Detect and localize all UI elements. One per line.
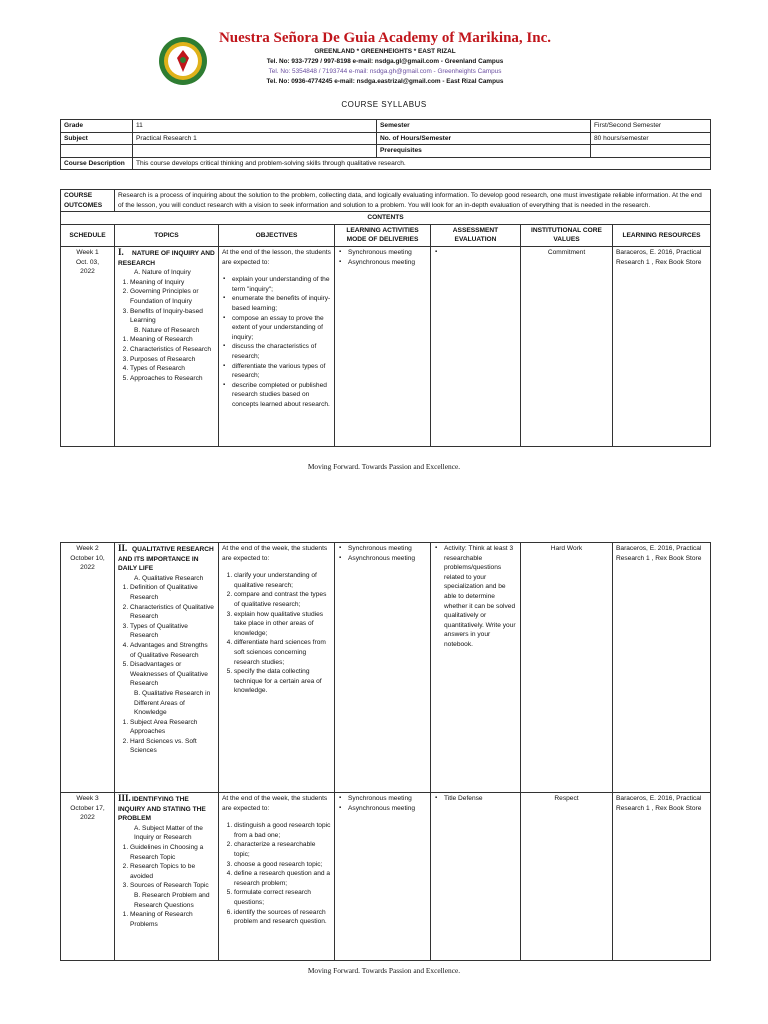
list-item: ▪ Asynchronous meeting (348, 554, 427, 564)
list-item: 5. Disadvantages or Weaknesses of Qualitative Research (130, 660, 215, 689)
list-item: ▪ differentiate the various types of research; (232, 362, 331, 381)
subtopic-list (118, 335, 215, 383)
assessment-list (434, 794, 517, 804)
resources-cell: Baraceros, E. 2016, Practical Research 1 , Rex Book Store (613, 793, 711, 961)
subject-value: Practical Research 1 (133, 132, 377, 145)
list-item: ▪ Synchronous meeting (348, 544, 427, 554)
assessment-cell (431, 246, 521, 446)
contents-heading: CONTENTS (61, 212, 711, 225)
list-item: 2. Governing Principles or Foundation of Inquiry (130, 287, 215, 306)
school-seal-icon (158, 36, 208, 86)
assessment-cell (431, 793, 521, 961)
list-item: 3. Benefits of Inquiry-based Learning (130, 307, 215, 326)
contact-greenland: Tel. No: 933-7729 / 997-8198 e-mail: nsdga.gl@gmail.com - Greenland Campus (266, 58, 504, 65)
list-item: 2. Characteristics of Qualitative Research (130, 603, 215, 622)
subtopic-list (118, 843, 215, 891)
list-item: 2. Research Topics to be avoided (130, 862, 215, 881)
col-schedule: SCHEDULE (61, 224, 115, 246)
objectives-intro: At the end of the lesson, the students are expected to: (222, 248, 331, 266)
schedule-cell: Week 2 October 10, 2022 (61, 543, 115, 793)
list-item: 1. Definition of Qualitative Research (130, 583, 215, 602)
core-value-cell: Commitment (521, 246, 613, 446)
grade-value: 11 (133, 120, 377, 133)
list-item: 5. specify the data collecting technique for a certain area of knowledge. (234, 667, 331, 696)
document-title: COURSE SYLLABUS (341, 100, 427, 109)
topics-cell (115, 543, 219, 793)
core-value-cell: Respect (521, 793, 613, 961)
subtopic-heading: A. Qualitative Research (134, 574, 204, 582)
list-item: ▪ compose an essay to prove the extent of your understanding of inquiry; (232, 314, 331, 343)
topic-number: III. (118, 793, 131, 803)
list-item: 1. Meaning of Inquiry (130, 278, 215, 288)
schedule-cell: Week 3 October 17, 2022 (61, 793, 115, 961)
list-item: 2. Characteristics of Research (130, 345, 215, 355)
activities-cell (335, 543, 431, 793)
activities-cell (335, 246, 431, 446)
list-item: 4. Types of Research (130, 364, 215, 374)
col-objectives: OBJECTIVES (219, 224, 335, 246)
activities-list (338, 248, 427, 267)
school-name: Nuestra Señora De Guia Academy of Marikina, Inc. (218, 30, 552, 46)
topics-cell (115, 246, 219, 446)
list-item: ▪ Title Defense (444, 794, 517, 804)
assessment-cell (431, 543, 521, 793)
list-item: 2. compare and contrast the types of qualitative research; (234, 590, 331, 609)
list-item: 1. Meaning of Research (130, 335, 215, 345)
objectives-cell (219, 793, 335, 961)
topics-cell (115, 793, 219, 961)
contact-greenheights: Tel. No: 5354848 / 7193744 e-mail: nsdga.gh@gmail.com - Greenheights Campus (268, 68, 502, 75)
list-item: ▪ Synchronous meeting (348, 794, 427, 804)
objectives-list (222, 821, 331, 927)
table-row (61, 246, 711, 446)
list-item: 3. Purposes of Research (130, 355, 215, 365)
hours-label: No. of Hours/Semester (377, 132, 591, 145)
subject-label: Subject (61, 132, 133, 145)
semester-label: Semester (377, 120, 591, 133)
objectives-cell (219, 543, 335, 793)
syllabus-table-2 (60, 542, 711, 961)
col-activities: LEARNING ACTIVITIES MODE OF DELIVERIES (335, 224, 431, 246)
objectives-cell (219, 246, 335, 446)
col-topics: TOPICS (115, 224, 219, 246)
syllabus-table-1 (60, 189, 711, 447)
list-item: 2. characterize a researchable topic; (234, 840, 331, 859)
objectives-intro: At the end of the week, the students are expected to: (222, 545, 328, 562)
topic-title: IDENTIFYING THE INQUIRY AND STATING THE PROBLEM (118, 796, 206, 823)
topic-title: NATURE OF INQUIRY AND RESEARCH (118, 249, 215, 267)
list-item: 6. identify the sources of research problem and research question. (234, 908, 331, 927)
hours-value: 80 hours/semester (591, 132, 711, 145)
col-assessment: ASSESSMENT EVALUATION (431, 224, 521, 246)
schedule-cell: Week 1 Oct. 03, 2022 (61, 246, 115, 446)
subtopic-heading: A. Nature of Inquiry (134, 269, 191, 277)
list-item: ▪ Activity: Think at least 3 researchable problems/questions related to your specialization and be able to determine whether it can be solved qualitatively or quantitatively. Write your answers in your notebook. (444, 544, 517, 650)
outcomes-label: COURSE OUTCOMES (61, 190, 115, 212)
semester-value: First/Second Semester (591, 120, 711, 133)
subtopic-list (118, 583, 215, 689)
list-item: ▪ describe completed or published research studies based on concepts learned about research. (232, 381, 331, 410)
topic-number: I. (118, 246, 124, 257)
prerequisites-label: Prerequisites (377, 145, 591, 158)
school-address: GREENLAND * GREENHEIGHTS * EAST RIZAL (314, 48, 456, 55)
subtopic-heading: A. Subject Matter of the Inquiry or Research (134, 824, 203, 842)
list-item: 3. explain how qualitative studies take place in other areas of knowledge; (234, 610, 331, 639)
footer-motto: Moving Forward. Towards Passion and Excellence. (307, 966, 461, 975)
list-item: ▪ Asynchronous meeting (348, 804, 427, 814)
subtopic-heading: B. Research Problem and Research Questions (134, 891, 210, 909)
list-item: 1. distinguish a good research topic from a bad one; (234, 821, 331, 840)
assessment-list (434, 544, 517, 650)
table-row (61, 543, 711, 793)
list-item: 5. Approaches to Research (130, 374, 215, 384)
list-item: 2. Hard Sciences vs. Soft Sciences (130, 737, 215, 756)
grade-label: Grade (61, 120, 133, 133)
topic-number: II. (118, 543, 128, 553)
list-item: ▪ enumerate the benefits of inquiry-based learning; (232, 294, 331, 313)
topic-title: QUALITATIVE RESEARCH AND ITS IMPORTANCE IN DAILY LIFE (118, 546, 214, 573)
list-item: 1. Subject Area Research Approaches (130, 718, 215, 737)
list-item: ▪ Asynchronous meeting (348, 258, 427, 268)
objectives-list (222, 571, 331, 696)
list-item: 3. choose a good research topic; (234, 860, 331, 870)
col-resources: LEARNING RESOURCES (613, 224, 711, 246)
list-item: ▪ explain your understanding of the term "inquiry"; (232, 275, 331, 294)
list-item: ▪ Synchronous meeting (348, 248, 427, 258)
activities-list (338, 794, 427, 813)
description-value: This course develops critical thinking and problem-solving skills through qualitative research. (133, 157, 711, 170)
activities-list (338, 544, 427, 563)
objectives-intro: At the end of the week, the students are expected to: (222, 795, 328, 812)
contact-eastrizal: Tel. No: 0936-4774245 e-mail: nsdga.eastrizal@gmail.com - East Rizal Campus (266, 78, 504, 85)
subtopic-list (118, 278, 215, 326)
course-info-table (60, 119, 711, 170)
subtopic-list (118, 910, 215, 929)
list-item: 4. Advantages and Strengths of Qualitative Research (130, 641, 215, 660)
list-item: 1. clarify your understanding of qualitative research; (234, 571, 331, 590)
resources-cell: Baraceros, E. 2016, Practical Research 1 , Rex Book Store (613, 246, 711, 446)
subtopic-list (118, 718, 215, 756)
subtopic-heading: B. Qualitative Research in Different Areas of Knowledge (134, 689, 211, 717)
core-value-cell: Hard Work (521, 543, 613, 793)
page-1 (0, 0, 768, 500)
list-item: 1. Guidelines in Choosing a Research Topic (130, 843, 215, 862)
description-label: Course Description (61, 157, 133, 170)
list-item: 1. Meaning of Research Problems (130, 910, 215, 929)
page-2 (0, 500, 768, 1024)
outcomes-text: Research is a process of inquiring about the solution to the problem, collecting data, and logically evaluating information. To develop good research, one must investigate reliable information. At the end of the lesson, you will conduct research with a vision to seek information and solution to a problem. You will look for an in-depth evaluation of everything that is needed in the research. (115, 190, 711, 212)
list-item: 3. Sources of Research Topic (130, 881, 215, 891)
activities-cell (335, 793, 431, 961)
footer-motto: Moving Forward. Towards Passion and Excellence. (307, 462, 461, 471)
resources-cell: Baraceros, E. 2016, Practical Research 1 , Rex Book Store (613, 543, 711, 793)
list-item: 4. define a research question and a research problem; (234, 869, 331, 888)
col-values: INSTITUTIONAL CORE VALUES (521, 224, 613, 246)
list-item: ▪ discuss the characteristics of research; (232, 342, 331, 361)
subtopic-heading: B. Nature of Research (134, 326, 200, 334)
list-item: 4. differentiate hard sciences from soft sciences concerning research studies; (234, 638, 331, 667)
list-item: 3. Types of Qualitative Research (130, 622, 215, 641)
objectives-list (222, 275, 331, 409)
table-row (61, 793, 711, 961)
list-item: 5. formulate correct research questions; (234, 888, 331, 907)
